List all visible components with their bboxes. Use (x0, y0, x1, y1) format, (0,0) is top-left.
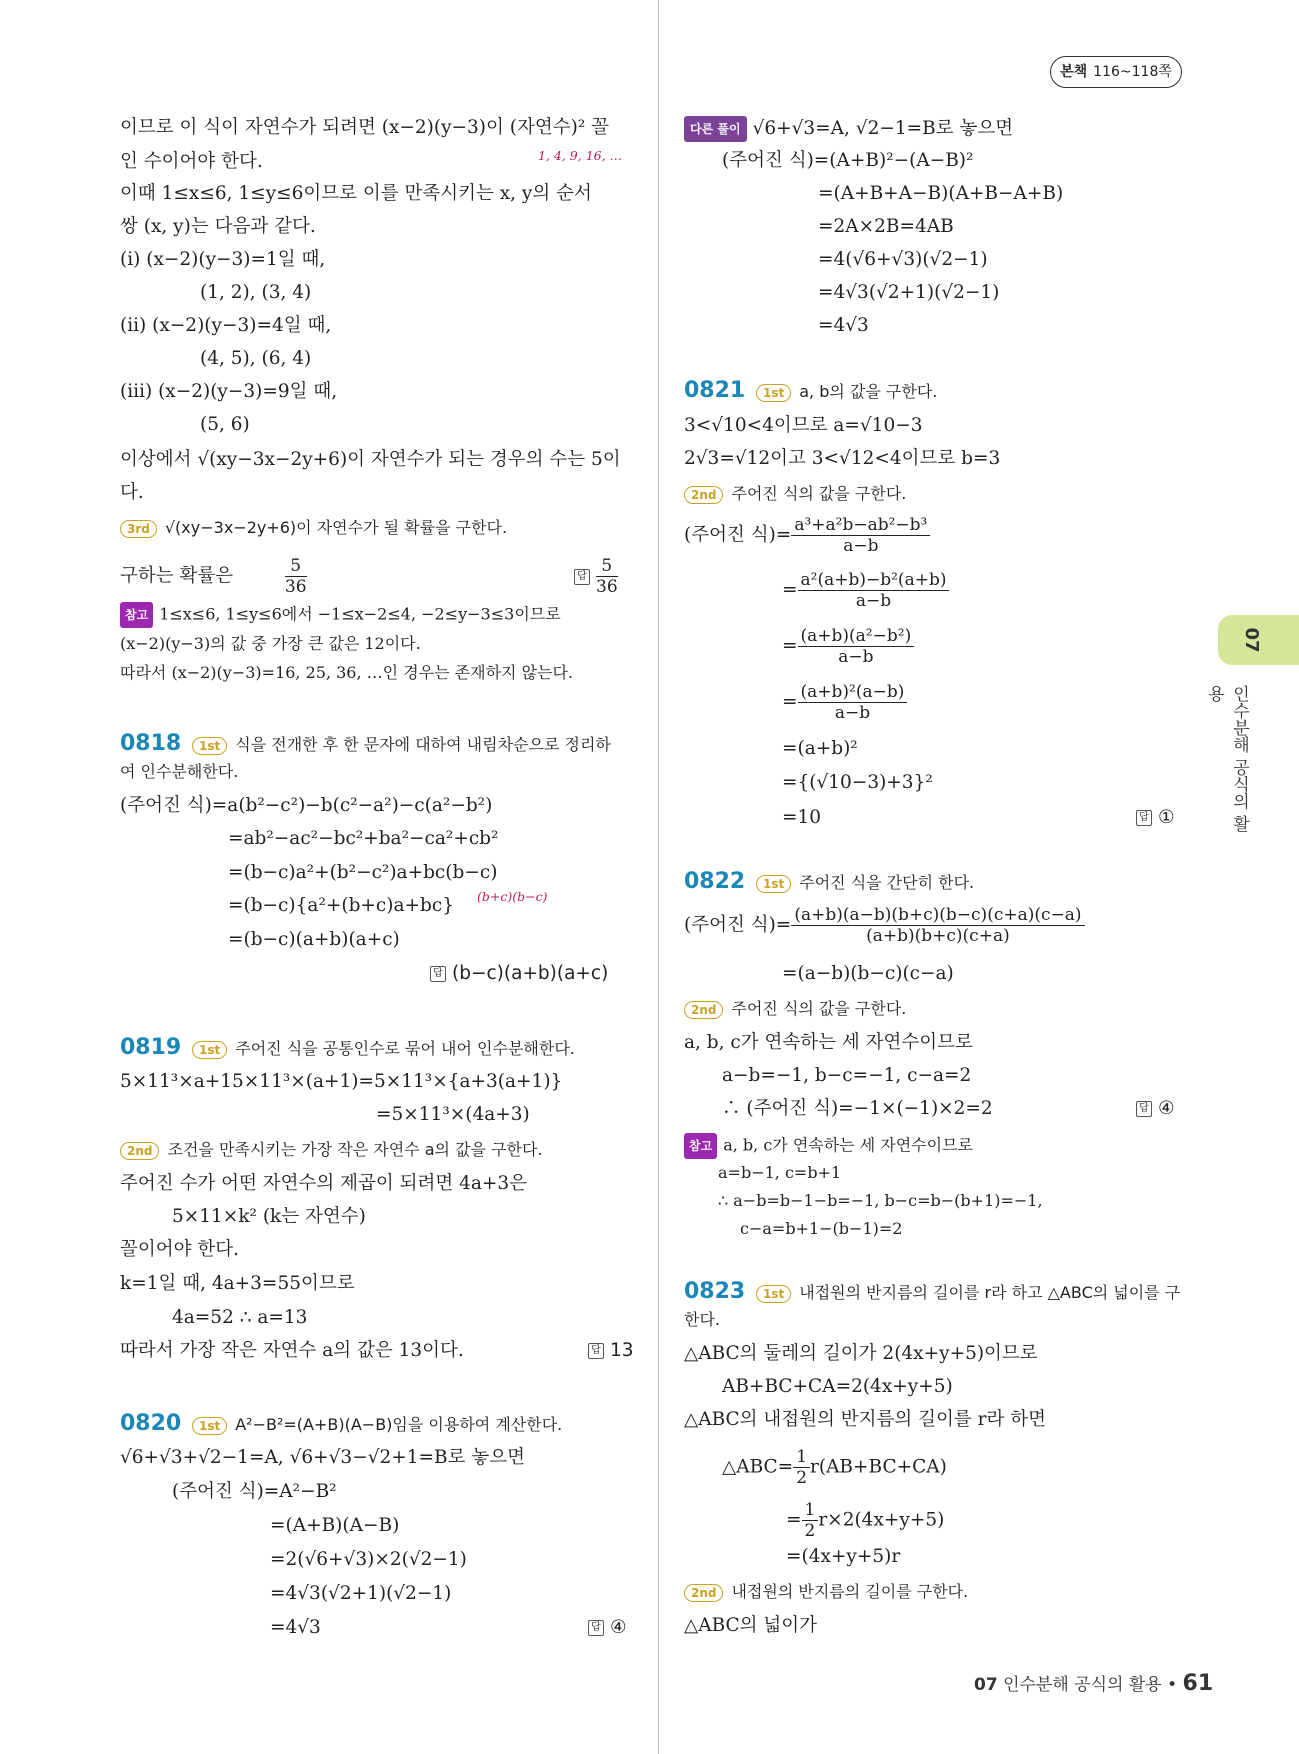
question-number: 0821 (684, 378, 746, 403)
step-line (684, 1580, 968, 1604)
answer (588, 1616, 627, 1640)
text-line: 주어진 수가 어떤 자연수의 제곱이 되려면 4a+3은 (120, 1173, 528, 1194)
note-line: c−a=b+1−(b−1)=2 (740, 1219, 903, 1238)
fraction (802, 1500, 819, 1541)
step-text: 내접원의 반지름의 길이를 구한다. (731, 1582, 969, 1601)
frac-den: 36 (596, 577, 618, 597)
step-text: 식을 전개한 후 한 문자에 대하여 내림차순으로 정리하 (235, 735, 611, 754)
frac-den: a−b (838, 647, 874, 667)
alt-solution-badge: 다른 풀이 (684, 116, 747, 142)
footer-bullet: • (1167, 1675, 1178, 1695)
alt-solution-line (684, 116, 1013, 142)
chapter-number: 07 (1241, 627, 1262, 653)
equation-line: =5×11³×(4a+3) (376, 1104, 530, 1125)
equation-line: =(4x+y+5)r (786, 1546, 901, 1567)
answer-icon: 답 (1136, 810, 1152, 826)
answer (430, 962, 608, 986)
answer-icon: 답 (588, 1620, 604, 1636)
frac-num: (a+b)²(a−b) (798, 682, 908, 703)
step-line (192, 1037, 575, 1061)
text-line: 따라서 가장 작은 자연수 a의 값은 13이다. (120, 1340, 464, 1361)
frac-num: a²(a+b)−b²(a+b) (798, 570, 950, 591)
text-line: 꼴이어야 한다. (120, 1239, 239, 1260)
equation-line: =10 (782, 807, 822, 828)
equation-line: =4√3 (818, 315, 869, 336)
note-line: ∴ a−b=b−1−b=−1, b−c=b−(b+1)=−1, (718, 1191, 1043, 1210)
text: = (786, 1509, 802, 1531)
text-line: (ⅰ) (x−2)(y−3)=1일 때, (120, 249, 326, 270)
text-line: 4a=52 ∴ a=13 (172, 1307, 308, 1328)
fraction-line (684, 905, 1085, 946)
page-footer (974, 1670, 1213, 1696)
frac-num: 5 (596, 556, 618, 577)
note-line: 따라서 (x−2)(y−3)=16, 25, 36, …인 경우는 존재하지 않는다. (120, 663, 574, 682)
step-text: 내접원의 반지름의 길이를 r라 하고 △ABC의 넓이를 구 (799, 1283, 1181, 1302)
annotation-note: 1, 4, 9, 16, … (538, 148, 623, 163)
step-line (756, 1281, 1180, 1305)
step-badge: 3rd (120, 520, 157, 538)
equation-line: =4√3(√2+1)(√2−1) (270, 1583, 452, 1604)
answer (1136, 1097, 1175, 1121)
answer-text: ④ (1158, 1098, 1175, 1119)
text-line: 이므로 이 식이 자연수가 되려면 (x−2)(y−3)이 (자연수)² 꼴 (120, 117, 609, 138)
frac-num: (a+b)(a²−b²) (798, 626, 915, 647)
equation-line: =4√3(√2+1)(√2−1) (818, 282, 1000, 303)
answer (1136, 806, 1175, 830)
equation-line: (주어진 식)=(A+B)²−(A−B)² (722, 150, 974, 171)
answer-fraction (596, 556, 618, 597)
equation-line: =(a−b)(b−c)(c−a) (782, 963, 954, 984)
step-badge: 1st (756, 384, 791, 402)
equation-line: 5×11³×a+15×11³×(a+1)=5×11³×{a+3(a+1)} (120, 1071, 563, 1092)
equation-line: =(b−c)(a+b)(a+c) (228, 929, 400, 950)
answer-icon: 답 (588, 1343, 604, 1359)
text-line: AB+BC+CA=2(4x+y+5) (722, 1376, 953, 1397)
question-number: 0823 (684, 1279, 746, 1304)
text: (주어진 식)= (684, 914, 792, 936)
text-line: a, b, c가 연속하는 세 자연수이므로 (684, 1032, 973, 1053)
probability-line (120, 556, 307, 597)
step-text: 주어진 식을 공통인수로 묶어 내어 인수분해한다. (235, 1039, 575, 1058)
answer-text: ① (1158, 807, 1175, 828)
step-badge: 1st (192, 1041, 227, 1059)
text-line: 이상에서 √(xy−3x−2y+6)이 자연수가 되는 경우의 수는 5이 (120, 449, 621, 470)
text-line: (1, 2), (3, 4) (200, 282, 312, 303)
step-line (684, 997, 906, 1021)
frac-num: a³+a²b−ab²−b³ (791, 515, 930, 536)
frac-num: (a+b)(a−b)(b+c)(b−c)(c+a)(c−a) (791, 905, 1084, 926)
footer-title: 인수분해 공식의 활용 (1003, 1675, 1162, 1695)
fraction (791, 905, 1084, 946)
answer-icon: 답 (430, 966, 446, 982)
answer (574, 556, 618, 597)
frac-num: 5 (285, 556, 307, 577)
equation-line: =(a+b)² (782, 738, 858, 759)
text-line: △ABC의 내접원의 반지름의 길이를 r라 하면 (684, 1409, 1046, 1430)
text: r(AB+BC+CA) (810, 1456, 947, 1478)
equation-line: =(b−c)a²+(b²−c²)a+bc(b−c) (228, 862, 498, 883)
book-label: 본책 (1060, 64, 1088, 80)
text-line: 쌍 (x, y)는 다음과 같다. (120, 216, 316, 237)
note-line: a=b−1, c=b+1 (718, 1163, 842, 1182)
text-line: △ABC의 둘레의 길이가 2(4x+y+5)이므로 (684, 1343, 1038, 1364)
text-line: ∴ (주어진 식)=−1×(−1)×2=2 (722, 1098, 993, 1119)
fraction-line (786, 1500, 944, 1541)
step-line (120, 1138, 543, 1162)
text-line: √6+√3+√2−1=A, √6+√3−√2+1=B로 놓으면 (120, 1447, 525, 1468)
text: r×2(4x+y+5) (818, 1509, 945, 1531)
equation-line: =(A+B)(A−B) (270, 1515, 400, 1536)
text-line: (ⅱ) (x−2)(y−3)=4일 때, (120, 315, 332, 336)
frac-den: (a+b)(b+c)(c+a) (866, 926, 1010, 946)
step-text: √(xy−3x−2y+6)이 자연수가 될 확률을 구한다. (164, 518, 508, 537)
step-badge: 2nd (120, 1142, 159, 1160)
text: (주어진 식)= (684, 524, 792, 546)
page-number: 61 (1182, 1671, 1214, 1696)
equation-line: =2(√6+√3)×2(√2−1) (270, 1549, 467, 1570)
footer-chapter: 07 (974, 1675, 998, 1695)
fraction-line (722, 1447, 947, 1488)
prob-fraction (285, 556, 307, 597)
step-line (684, 482, 906, 506)
fraction (798, 626, 915, 667)
equation-line: =(A+B+A−B)(A+B−A+B) (818, 183, 1064, 204)
note-line (684, 1133, 973, 1159)
question-number: 0819 (120, 1035, 182, 1060)
fraction-line (684, 515, 930, 556)
page-range: 116~118쪽 (1093, 64, 1172, 80)
step-line: 한다. (684, 1310, 720, 1329)
step-line (120, 516, 507, 540)
step-badge: 1st (192, 737, 227, 755)
step-line (192, 1413, 562, 1437)
text-line: 다. (120, 482, 144, 503)
fraction-line: = $\frac{\text{(a+b)²(a−b)}}{a-b}$ (782, 682, 907, 723)
frac-den: a−b (855, 591, 892, 611)
step-text: 조건을 만족시키는 가장 작은 자연수 a의 값을 구한다. (167, 1140, 543, 1159)
page-reference-pill (1050, 56, 1182, 88)
fraction (793, 1447, 810, 1488)
fraction-line: = $\frac{\text{(a+b)(a²−b²)}}{a-b}$ (782, 626, 914, 667)
question-number: 0818 (120, 731, 182, 756)
frac-den: 36 (284, 577, 307, 597)
note-badge: 참고 (120, 602, 153, 628)
step-line: 여 인수분해한다. (120, 762, 239, 781)
fraction (798, 570, 950, 611)
answer-text: (b−c)(a+b)(a+c) (452, 963, 609, 984)
equation-line: (주어진 식)=a(b²−c²)−b(c²−a²)−c(a²−b²) (120, 795, 493, 816)
step-badge: 2nd (684, 486, 723, 504)
step-text: 주어진 식의 값을 구한다. (731, 484, 907, 503)
step-text: 주어진 식의 값을 구한다. (731, 999, 907, 1018)
text: √6+√3=A, √2−1=B로 놓으면 (752, 118, 1014, 139)
step-text: a, b의 값을 구한다. (799, 382, 938, 401)
step-line (192, 733, 611, 757)
answer-text: 13 (610, 1340, 634, 1361)
step-text: A²−B²=(A+B)(A−B)임을 이용하여 계산한다. (235, 1415, 563, 1434)
text-line: 5×11×k² (k는 자연수) (172, 1206, 366, 1227)
text-line: 인 수이어야 한다. (120, 151, 263, 172)
frac-num: 1 (793, 1447, 810, 1468)
note-line: (x−2)(y−3)의 값 중 가장 큰 값은 12이다. (120, 634, 421, 653)
question-number: 0822 (684, 869, 746, 894)
text: △ABC= (722, 1456, 794, 1478)
equation-line: =ab²−ac²−bc²+ba²−ca²+cb² (228, 828, 499, 849)
equation-line: =2A×2B=4AB (818, 216, 954, 237)
equation-line: =4(√6+√3)(√2−1) (818, 249, 988, 270)
step-badge: 1st (756, 875, 791, 893)
equation-line: (주어진 식)=A²−B² (172, 1481, 337, 1502)
answer-icon: 답 (574, 569, 590, 585)
equation-line: =4√3 (270, 1617, 321, 1638)
answer-icon: 답 (1136, 1101, 1152, 1117)
frac-den: a−b (834, 703, 871, 723)
step-line (756, 380, 937, 404)
text-line: a−b=−1, b−c=−1, c−a=2 (722, 1065, 972, 1086)
note-badge: 참고 (684, 1133, 717, 1159)
text-line: △ABC의 넓이가 (684, 1615, 818, 1636)
frac-den: a−b (843, 536, 879, 556)
equation-line: =(b−c){a²+(b+c)a+bc} (228, 895, 455, 916)
answer (588, 1339, 634, 1363)
note-line (120, 602, 561, 628)
text-line: k=1일 때, 4a+3=55이므로 (120, 1273, 355, 1294)
step-text: 주어진 식을 간단히 한다. (799, 873, 975, 892)
text-line: (4, 5), (6, 4) (200, 348, 312, 369)
note-text: a, b, c가 연속하는 세 자연수이므로 (723, 1135, 974, 1155)
column-divider (658, 0, 659, 1754)
step-badge: 2nd (684, 1584, 723, 1602)
step-badge: 2nd (684, 1001, 723, 1019)
note-text: 1≤x≤6, 1≤y≤6에서 −1≤x−2≤4, −2≤y−3≤3이므로 (159, 604, 561, 624)
frac-den: 2 (804, 1521, 816, 1541)
text-line: 3<√10<4이므로 a=√10−3 (684, 415, 923, 436)
prob-label: 구하는 확률은 (120, 565, 234, 587)
annotation-note: (b+c)(b−c) (477, 889, 548, 904)
answer-text: ④ (610, 1617, 627, 1638)
step-badge: 1st (756, 1285, 791, 1303)
chapter-title-vertical: 인수분해 공식의 활용 (1204, 685, 1249, 832)
step-badge: 1st (192, 1417, 227, 1435)
text-line: 2√3=√12이고 3<√12<4이므로 b=3 (684, 448, 1001, 469)
fraction-line: = $\frac{\text{a²(a+b)−b²(a+b)}}{a-b}$ (782, 570, 949, 611)
frac-den: 2 (796, 1468, 808, 1488)
question-number: 0820 (120, 1411, 182, 1436)
text-line: 이때 1≤x≤6, 1≤y≤6이므로 이를 만족시키는 x, y의 순서 (120, 183, 592, 204)
text-line: (5, 6) (200, 414, 250, 435)
step-line (756, 871, 974, 895)
fraction (791, 515, 930, 556)
text-line: (ⅲ) (x−2)(y−3)=9일 때, (120, 381, 338, 402)
frac-num: 1 (802, 1500, 819, 1521)
equation-line: ={(√10−3)+3}² (782, 772, 933, 793)
fraction (798, 682, 908, 723)
